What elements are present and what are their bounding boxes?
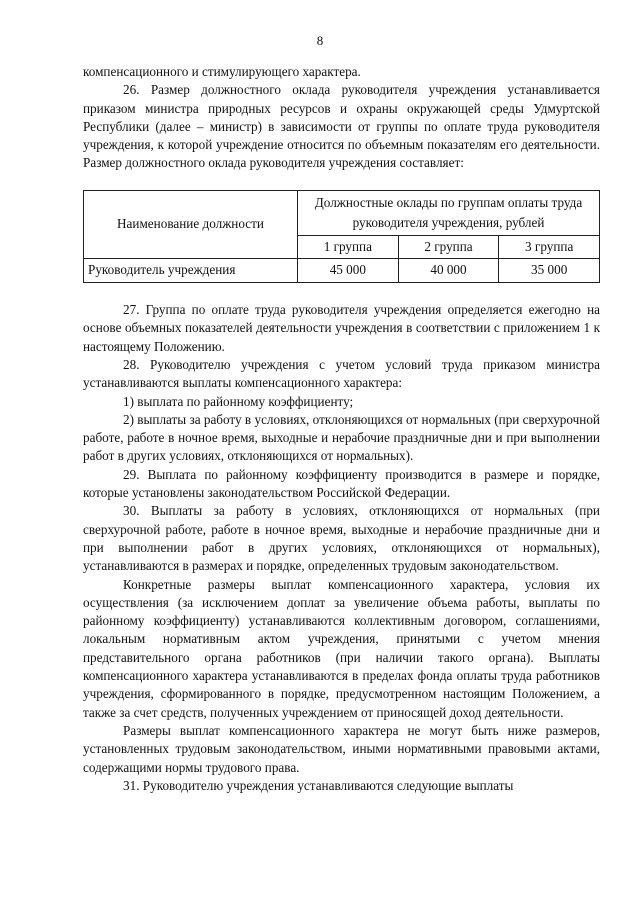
header-group-2: 2 группа (398, 235, 499, 258)
paragraph-31: 31. Руководителю учреждения устанавливаются следующие выплаты (123, 777, 514, 793)
page-number: 8 (316, 33, 324, 48)
paragraph-28-item-2: 2) выплаты за работу в условиях, отклоняющихся от нормальных (при сверхурочной работе, работе в ночное время, выходные и нерабочие праздничные дни и при выполнении работ в других условиях, отклоняющихся от нормальных). (83, 411, 600, 464)
header-salary-groups: Должностные оклады по группам оплаты труда руководителя учреждения, рублей (298, 190, 600, 235)
paragraph-concrete-sizes: Конкретные размеры выплат компенсационного характера, условия их осуществления (за исключением доплат за увеличение объема работы, выплаты по районному коэффициенту) устанавливаются коллективным договором, соглашениями, локальным нормативным актом учреждения, принятыми с учетом мнения представительного органа работников (при наличии такого органа). Выплаты компенсационного характера устанавливаются в пределах фонда оплаты труда работников учреждения, сформированного в порядке, предусмотренном настоящим Положением, а также за счет средств, полученных учреждением от приносящей доход деятельности. (83, 576, 600, 720)
header-group-1: 1 группа (298, 235, 399, 258)
paragraph-26: 26. Размер должностного оклада руководителя учреждения устанавливается приказом министра природных ресурсов и охраны окружающей среды Удмуртской Республики (далее – министр) в зависимости от группы по оплате труда руководителя учреждения, к которой учреждение относится по объемным показателям его деятельности. Размер должностного оклада руководителя учреждения составляет: (83, 82, 600, 171)
cell-group-3-salary: 35 000 (499, 259, 600, 283)
paragraph-29: 29. Выплата по районному коэффициенту производится в размере и порядке, которые установлены законодательством Российской Федерации. (83, 466, 600, 501)
intro-tail-paragraph: компенсационного и стимулирующего характера. (83, 64, 361, 79)
salary-table (83, 190, 600, 283)
paragraph-28: 28. Руководителю учреждения с учетом условий труда приказом министра устанавливаются выплаты компенсационного характера: (83, 356, 600, 391)
paragraph-28-item-1: 1) выплата по районному коэффициенту; (123, 393, 354, 409)
cell-position: Руководитель учреждения (84, 259, 298, 283)
paragraph-30: 30. Выплаты за работу в условиях, отклоняющихся от нормальных (при сверхурочной работе, работе в ночное время, выходные и нерабочие праздничные дни и при выполнении работ в других условиях, отклоняющихся от нормальных), устанавливаются в размерах и порядке, определенных трудовым законодательством. (83, 503, 600, 574)
header-group-3: 3 группа (499, 235, 600, 258)
header-position-name: Наименование должности (84, 190, 298, 258)
cell-group-1-salary: 45 000 (298, 259, 399, 283)
table-row (84, 259, 600, 283)
document-body (83, 63, 600, 795)
paragraph-27: 27. Группа по оплате труда руководителя учреждения определяется ежегодно на основе объемных показателей деятельности учреждения в соответствии с приложением 1 к настоящему Положению. (83, 302, 600, 354)
paragraph-minimum-sizes: Размеры выплат компенсационного характера не могут быть ниже размеров, установленных трудовым законодательством, иными нормативными правовыми актами, содержащими нормы трудового права. (83, 722, 600, 775)
cell-group-2-salary: 40 000 (398, 259, 499, 283)
